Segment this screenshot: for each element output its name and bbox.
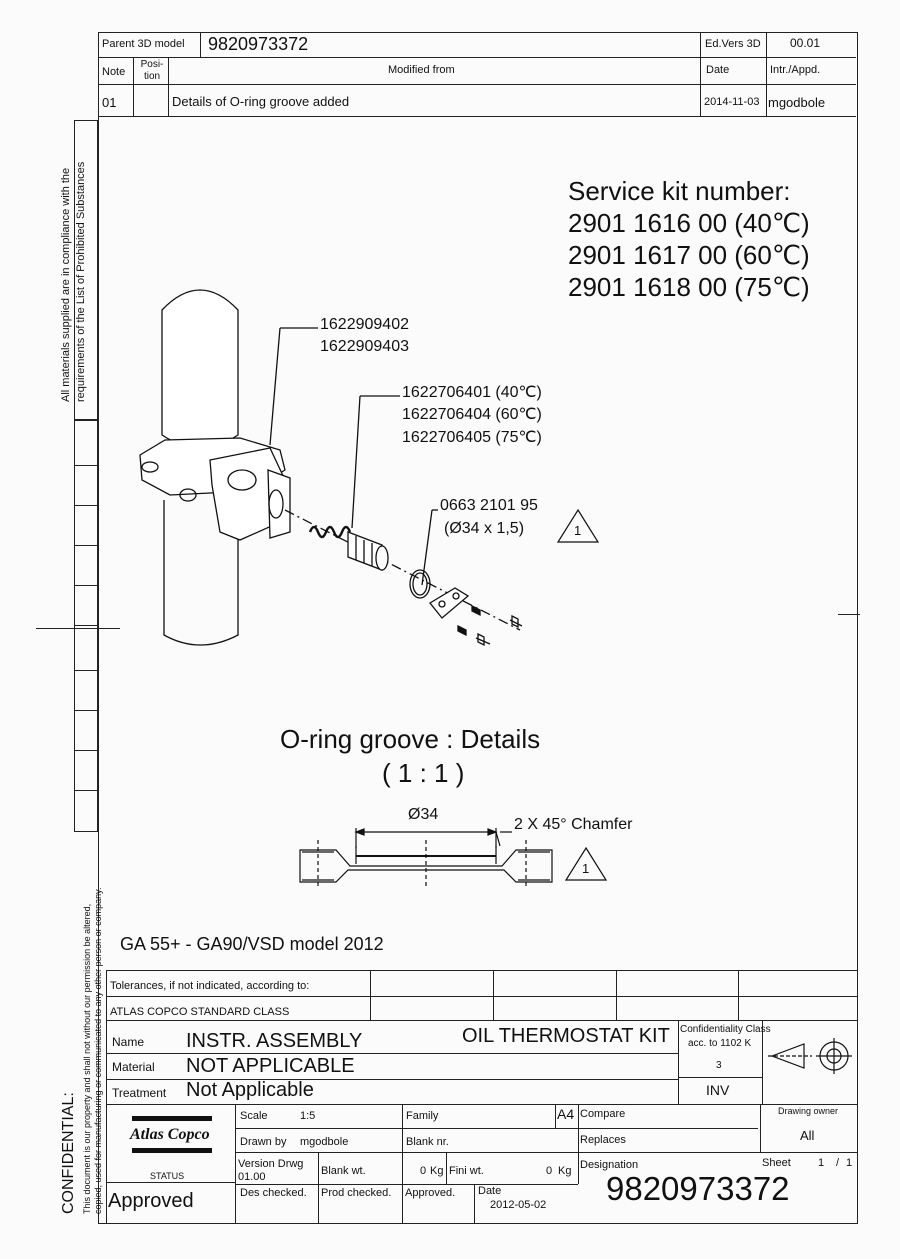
revision-triangle-number: 1 (574, 523, 582, 538)
drawing-owner-value: All (800, 1128, 815, 1143)
des-checked-label: Des checked. (240, 1187, 307, 1199)
oring-part-number: 0663 2101 95 (440, 497, 538, 514)
name-value-2: OIL THERMOSTAT KIT (462, 1025, 670, 1047)
detail-title: O-ring groove : Details (280, 724, 541, 754)
oring-groove-section (290, 820, 560, 890)
drawn-by-label: Drawn by (240, 1136, 287, 1148)
version-label: Version Drwg (238, 1158, 304, 1170)
modified-from-label: Modified from (388, 64, 455, 76)
fini-wt-value: 0 (546, 1165, 553, 1177)
fini-wt-label: Fini wt. (449, 1165, 484, 1177)
designation-label: Designation (580, 1159, 639, 1171)
name-value: INSTR. ASSEMBLY (186, 1030, 363, 1052)
confidential-line-2: copied, used for manufacturing or communicated to any other person or company. (93, 887, 103, 1214)
status-value: Approved (108, 1190, 194, 1212)
fini-wt-unit: Kg (558, 1165, 572, 1177)
housing-part-2: 1622909403 (320, 338, 409, 355)
oring-size: (Ø34 x 1,5) (444, 520, 525, 537)
confidentiality-label: Confidentiality Class (680, 1024, 771, 1035)
atlas-copco-logo: Atlas Copco (130, 1126, 210, 1143)
inv-label: INV (706, 1082, 730, 1098)
logo-bar-top (132, 1116, 212, 1121)
housing-part-1: 1622909402 (320, 316, 409, 333)
compare-label: Compare (580, 1108, 626, 1120)
replaces-label: Replaces (580, 1134, 626, 1146)
exploded-assembly-drawing (120, 270, 540, 670)
revision-description: Details of O-ring groove added (172, 94, 350, 109)
thermostat-part-2: 1622706404 (60℃) (402, 406, 542, 423)
logo-bar-bottom (132, 1148, 212, 1153)
detail-chamfer: 2 X 45° Chamfer (514, 816, 633, 833)
date-value: 2012-05-02 (490, 1199, 547, 1211)
blank-wt-unit: Kg (430, 1165, 444, 1177)
revision-date: 2014-11-03 (704, 96, 760, 108)
confidential-title: CONFIDENTIAL: (60, 1092, 77, 1214)
revision-note: 01 (102, 95, 117, 110)
scale-value: 1:5 (300, 1110, 316, 1122)
approved-label: Approved. (405, 1187, 456, 1199)
service-kit-line-2: 2901 1617 00 (60℃) (568, 240, 810, 270)
detail-diameter: Ø34 (408, 806, 439, 823)
treatment-label: Treatment (112, 1086, 167, 1100)
detail-scale: ( 1 : 1 ) (382, 758, 465, 788)
standard-class: ATLAS COPCO STANDARD CLASS (110, 1006, 290, 1018)
detail-revision-triangle-number: 1 (582, 861, 590, 876)
sheet-separator: / (836, 1157, 840, 1169)
model-line: GA 55+ - GA90/VSD model 2012 (120, 934, 384, 954)
intr-appd-label: Intr./Appd. (770, 64, 821, 76)
note-label: Note (102, 66, 126, 78)
thermostat-part-1: 1622706401 (40℃) (402, 384, 542, 401)
scale-label: Scale (240, 1110, 268, 1122)
sheet-total: 1 (846, 1157, 853, 1169)
drawn-by-value: mgodbole (300, 1136, 349, 1148)
confidentiality-value: 3 (716, 1060, 722, 1071)
confidential-line-1: This document is our property and shall not without our permission be altered, (82, 903, 92, 1214)
name-label: Name (112, 1035, 145, 1049)
version-value: 01.00 (238, 1171, 266, 1183)
date-label: Date (706, 64, 730, 76)
fold-mark-left (36, 628, 120, 629)
compliance-line-2: requirements of the List of Prohibited Substances (75, 161, 87, 402)
tolerances-label: Tolerances, if not indicated, according to: (110, 980, 310, 992)
blank-nr-label: Blank nr. (406, 1136, 449, 1148)
prod-checked-label: Prod checked. (321, 1187, 392, 1199)
sheet-value: 1 (818, 1157, 825, 1169)
sheet-label: Sheet (762, 1157, 791, 1169)
drawing-owner-label: Drawing owner (778, 1106, 839, 1116)
blank-wt-label: Blank wt. (321, 1165, 366, 1177)
designation-value: 9820973372 (606, 1170, 790, 1207)
position-label: Posi- tion (140, 59, 164, 82)
service-kit-title: Service kit number: (568, 176, 791, 206)
revision-approver: mgodbole (768, 95, 826, 110)
treatment-value: Not Applicable (186, 1079, 314, 1101)
fold-mark-right (838, 614, 860, 615)
ed-vers-value: 00.01 (790, 36, 821, 50)
ed-vers-label: Ed.Vers 3D (705, 38, 761, 50)
material-value: NOT APPLICABLE (186, 1055, 355, 1077)
compliance-line-1: All materials supplied are in compliance with the (60, 167, 72, 402)
parent-3d-model-label: Parent 3D model (102, 38, 185, 50)
blank-wt-value: 0 (420, 1165, 427, 1177)
date-label-title: Date (478, 1185, 502, 1197)
material-label: Material (112, 1060, 155, 1074)
confidentiality-sub: acc. to 1102 K (688, 1038, 752, 1049)
parent-3d-model-value: 9820973372 (208, 34, 309, 54)
service-kit-line-1: 2901 1616 00 (40℃) (568, 208, 810, 238)
thermostat-part-3: 1622706405 (75℃) (402, 429, 542, 446)
status-label: STATUS (150, 1171, 185, 1181)
service-kit-line-3: 2901 1618 00 (75℃) (568, 272, 810, 302)
projection-symbol-icon (768, 1036, 854, 1076)
sheet-size: A4 (557, 1106, 575, 1122)
family-label: Family (406, 1110, 439, 1122)
